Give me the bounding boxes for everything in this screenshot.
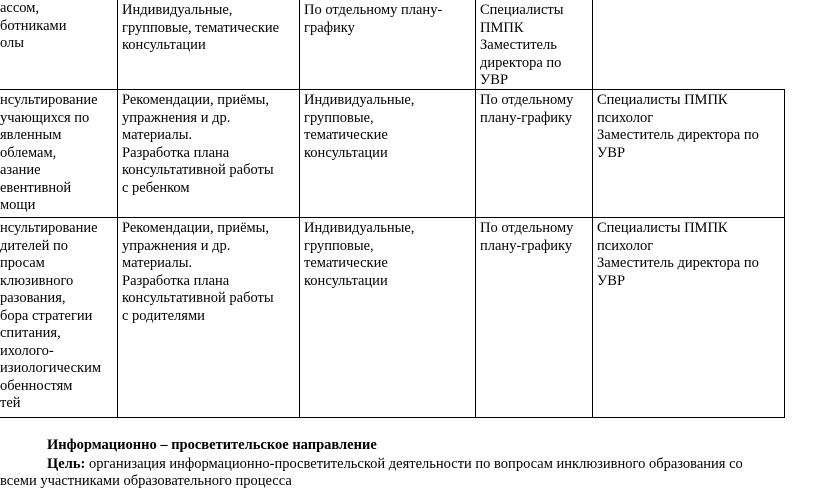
table-cell: Рекомендации, приёмы, упражнения и др. материалы. Разработка плана консультативной работы с ребенком	[122, 92, 274, 196]
table-cell: Индивидуальные, групповые, тематические консультации	[122, 2, 280, 53]
table-cell: По отдельному плану-графику	[480, 92, 574, 126]
goal-label: Цель:	[47, 456, 86, 472]
table-border	[117, 0, 118, 418]
table-cell: Индивидуальные, групповые, тематические консультации	[304, 220, 415, 289]
table-cell: Специалисты ПМПК Заместитель директора по УВР	[480, 2, 564, 88]
table-border	[0, 89, 785, 90]
table-cell: нсультирование учающихся по явленным облемам, азание евентивной мощи	[0, 92, 98, 213]
goal-text: организация информационно-просветительской деятельности по вопросам инклюзивного образования со	[85, 456, 743, 472]
table-cell: Индивидуальные, групповые, тематические консультации	[304, 92, 415, 161]
goal-paragraph-line2: всеми участниками образовательного процесса	[0, 473, 292, 488]
table-cell: ассом, ботниками олы	[0, 0, 67, 51]
table-cell: Специалисты ПМПК психолог Заместитель директора по УВР	[597, 220, 759, 289]
table-border	[592, 0, 593, 418]
table-border	[0, 417, 785, 418]
section-heading: Информационно – просветительское направление	[47, 437, 377, 453]
table-border	[0, 217, 785, 218]
table-cell: По отдельному плану- графику	[304, 2, 443, 36]
table-cell: нсультирование дителей по просам клюзивного разования, бора стратегии спитания, ихолого- изиологическим обенностям тей	[0, 220, 102, 411]
table-cell: По отдельному плану-графику	[480, 220, 574, 254]
table-border	[299, 0, 300, 418]
table-border	[784, 89, 785, 418]
table-cell: Специалисты ПМПК психолог Заместитель директора по УВР	[597, 92, 759, 161]
table-cell: Рекомендации, приёмы, упражнения и др. материалы. Разработка плана консультативной работы с родителями	[122, 220, 274, 324]
goal-paragraph	[47, 455, 816, 473]
